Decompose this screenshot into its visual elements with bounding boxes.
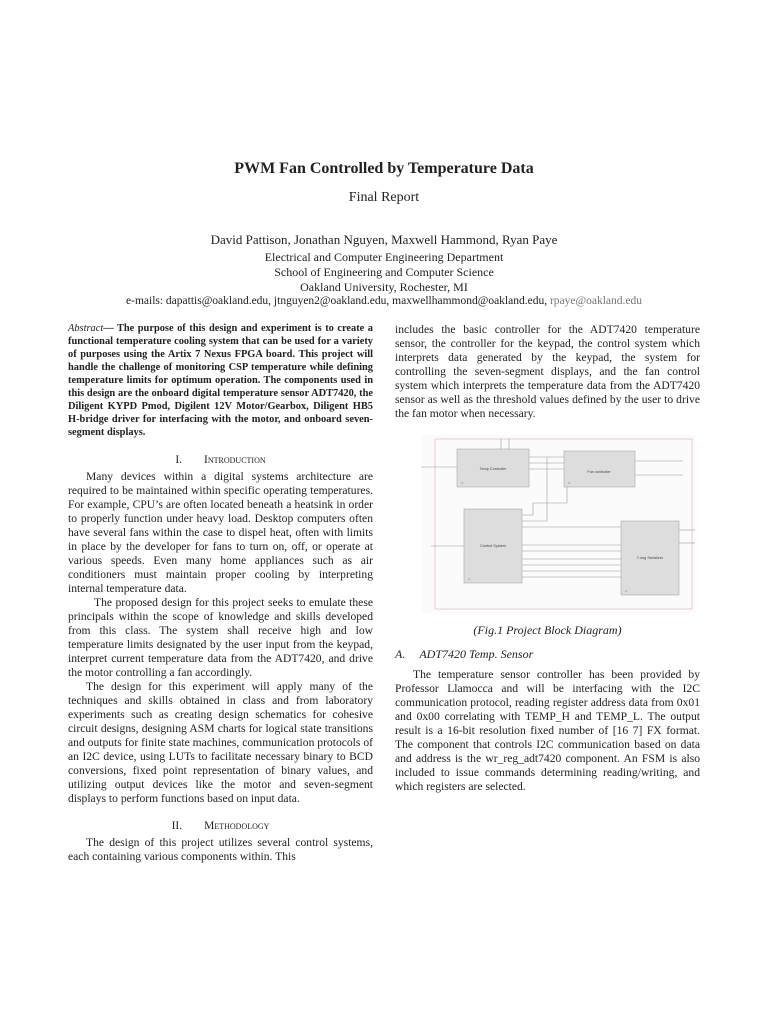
control-system-block (464, 509, 522, 583)
control-system-label: Control System (480, 544, 506, 549)
author-list: David Pattison, Jonathan Nguyen, Maxwell Hammond, Ryan Paye (210, 232, 558, 247)
block-play-glyph: > (625, 588, 628, 594)
section-heading-methodology (68, 820, 373, 832)
seg-serializer-label: 7-seg Serializer (636, 556, 664, 561)
email-link-last[interactable]: rpaye@oakland.edu (549, 295, 642, 307)
method-paragraph-1-continued: includes the basic controller for the ADT7420 temperature sensor, the controller for the keypad, the control system which interprets data generated by the keypad, the system for controlling the seven-segment displays, and the fan control system which interprets the temperature data from the ADT7420 sensor as well as the threshold values defined by the user to drive the fan motor when necessary. (395, 323, 700, 421)
email-list: e-mails: dapattis@oakland.edu, jtnguyen2@oakland.edu, maxwellhammond@oakland.edu, (126, 295, 548, 307)
fan-controller-label: Fan controller (587, 470, 611, 475)
subsection-label: A. (395, 647, 406, 662)
seg-serializer-block (621, 521, 679, 595)
section-number: II. (171, 819, 183, 832)
block-play-glyph: > (568, 480, 571, 486)
abstract-lead: Abstract (68, 323, 104, 334)
temp-controller-label: Temp Controller (479, 467, 507, 472)
subsection-title: ADT7420 Temp. Sensor (419, 647, 534, 662)
left-column (68, 323, 373, 864)
block-diagram-figure (421, 435, 696, 613)
subsection-heading-adt7420 (395, 647, 700, 662)
fan-controller-block (564, 451, 635, 487)
section-number: I. (175, 453, 183, 466)
section-heading-introduction (68, 454, 373, 466)
block-play-glyph: > (468, 576, 471, 582)
paper-title: PWM Fan Controlled by Temperature Data (234, 160, 534, 177)
adt7420-paragraph: The temperature sensor controller has been provided by Professor Llamocca and will be interfacing with the I2C communication protocol, reading register address data from 0x01 and 0x00 correlating with TEMP_H and TEMP_L. The output result is a 16-bit resolution fixed number of [16 7] FX format. The component that controls I2C communication based on data and address is the wr_reg_adt7420 component. An FSM is also included to issue commands determining reading/writing, and which registers are selected. (395, 668, 700, 794)
intro-paragraph-3: The design for this experiment will apply many of the techniques and skills obtained in class and from laboratory experiments such as creating design schematics for cohesive circuit designs, designing ASM charts for logical state transitions and outputs for finite state machines, communication protocols of an I2C device, using LUTs to facilitate necessary binary to BCD conversions, fixed point representation of binary values, and utilizing output devices like the motor and seven-segment displays to perform functions based on input data. (68, 679, 373, 805)
section-title: Introduction (204, 453, 266, 466)
right-column (395, 323, 700, 794)
affiliation-school: School of Engineering and Computer Science (274, 265, 494, 279)
intro-paragraph-2: The proposed design for this project seeks to emulate these principals within the scope of knowledge and skills developed from this class. The system shall receive high and low temperature limits designated by the user input from the keypad, interpret current temperature data from the ADT7420, and drive the motor controlling a fan accordingly. (68, 595, 373, 679)
block-play-glyph: > (461, 480, 464, 486)
abstract-text: — The purpose of this design and experiment is to create a functional temperature cooling system that can be used for a variety of purposes using the Artix 7 Nexus FPGA board. This project will handle the challenge of monitoring CSP temperature while defining temperature limits for optimum operation. The components used in this design are the onboard digital temperature sensor ADT7420, the Diligent KYPD Pmod, Digilent 12V Motor/Gearbox, Diligent HB5 H-bridge driver for interfacing with the motor, and onboard seven-segment displays. (68, 323, 373, 438)
abstract (68, 323, 373, 440)
section-title: Methodology (204, 819, 270, 832)
affiliation-university: Oakland University, Rochester, MI (300, 280, 468, 294)
intro-paragraph-1: Many devices within a digital systems architecture are required to be maintained within specific operating temperatures. For example, CPU’s are often located beneath a heatsink in order to properly function under heavy load. Desktop computers often have several fans within the case to dispel heat, often with limits in place by the developer for fans to turn on, off, or operate at various speeds. Even many home appliances such as air conditioners must maintain proper cooling by interpreting internal temperature data. (68, 469, 373, 595)
method-paragraph-1: The design of this project utilizes several control systems, each containing various components within. This (68, 835, 373, 863)
affiliation-department: Electrical and Computer Engineering Department (264, 250, 504, 264)
temp-controller-block (457, 449, 529, 487)
email-line (0, 295, 768, 307)
figure-caption: (Fig.1 Project Block Diagram) (473, 623, 622, 638)
paper-subtitle: Final Report (348, 190, 420, 205)
block-diagram (421, 435, 696, 613)
